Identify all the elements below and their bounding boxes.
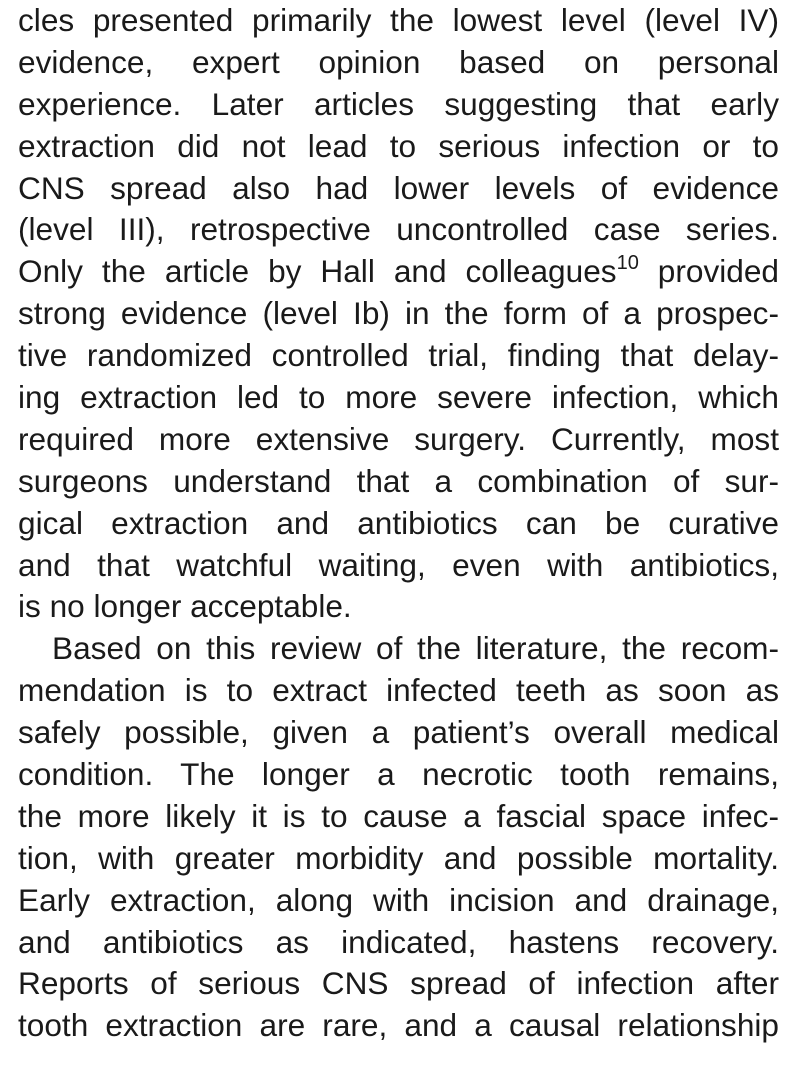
text-line: tooth extraction are rare, and a causal relationship [18, 1007, 779, 1044]
text-line: and antibiotics as indicated, hastens recovery. [18, 923, 779, 960]
text-line: required more extensive surgery. Currently, most [18, 420, 779, 457]
text-line: (level III), retrospective uncontrolled case series. [18, 211, 779, 248]
paragraph-1 [18, 0, 779, 628]
text-line: evidence, expert opinion based on personal [18, 43, 779, 80]
text-line: Reports of serious CNS spread of infection after [18, 965, 779, 1002]
paragraph-2 [18, 628, 779, 1047]
text-line: tion, with greater morbidity and possible mortality. [18, 839, 779, 876]
text-line: cles presented primarily the lowest level (level IV) [18, 2, 779, 38]
text-line: and that watchful waiting, even with antibiotics, [18, 546, 779, 583]
text-line: mendation is to extract infected teeth as soon as [18, 672, 779, 709]
text-line: CNS spread also had lower levels of evidence [18, 169, 779, 206]
text-line: gical extraction and antibiotics can be curative [18, 504, 779, 541]
text-line: safely possible, given a patient’s overall medical [18, 714, 779, 751]
text-line: surgeons understand that a combination of sur- [18, 462, 779, 499]
citation-superscript: 10 [616, 252, 639, 275]
text-line: Based on this review of the literature, the recom- [52, 630, 779, 667]
text-line: tive randomized controlled trial, finding that delay- [18, 337, 779, 374]
text-line: ing extraction led to more severe infection, which [18, 379, 779, 416]
text-line: is no longer acceptable. [18, 588, 352, 625]
text-line: condition. The longer a necrotic tooth remains, [18, 756, 779, 793]
text-segment: provided [638, 253, 779, 290]
text-line: strong evidence (level Ib) in the form of a prospec- [18, 295, 779, 332]
text-line: experience. Later articles suggesting that early [18, 85, 779, 122]
article-body-text [18, 0, 779, 1047]
text-line-with-citation [18, 251, 779, 293]
text-line: extraction did not lead to serious infection or to [18, 127, 779, 164]
text-line: the more likely it is to cause a fascial space infec- [18, 797, 779, 834]
text-segment: Only the article by Hall and colleagues [18, 253, 617, 290]
text-line: Early extraction, along with incision and drainage, [18, 881, 779, 918]
